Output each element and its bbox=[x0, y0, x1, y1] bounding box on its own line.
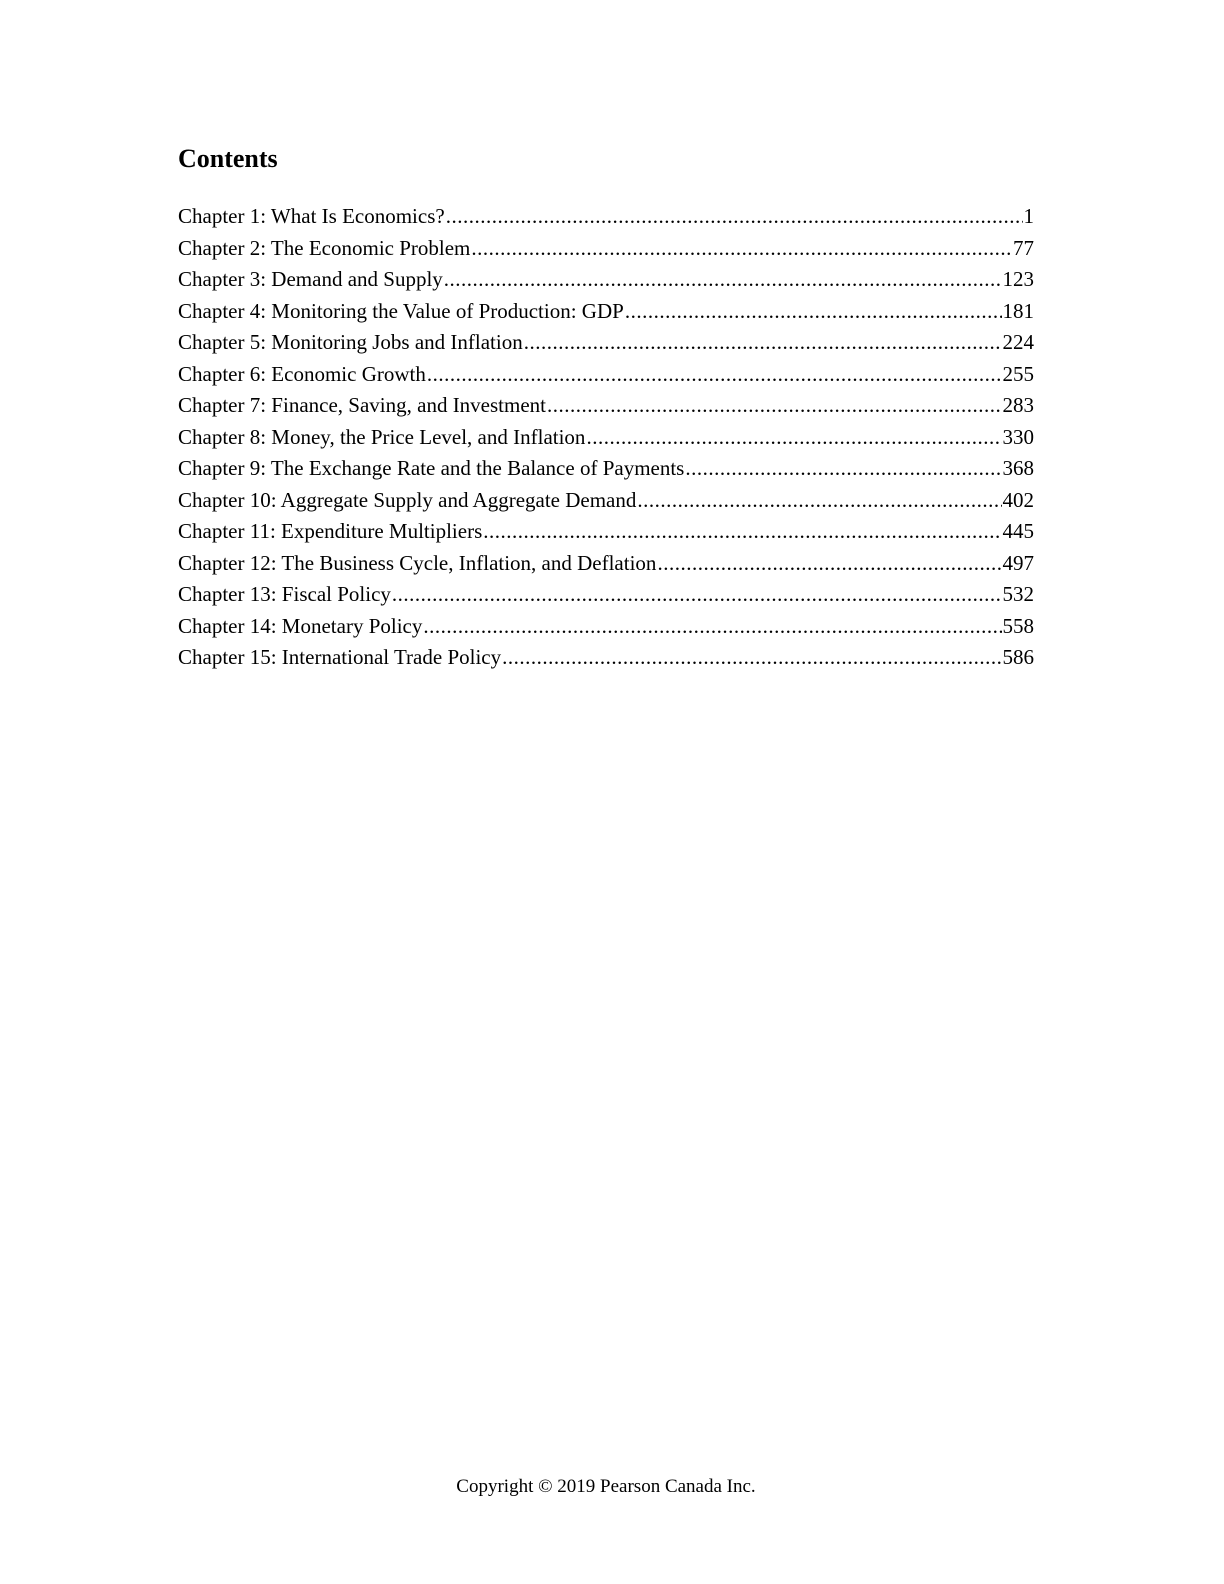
toc-entry-page: 77 bbox=[1013, 235, 1034, 260]
toc-entry[interactable] bbox=[178, 264, 1034, 296]
toc-leader-dots bbox=[446, 201, 1023, 233]
toc-leader-dots bbox=[637, 485, 1001, 517]
toc-entry[interactable] bbox=[178, 642, 1034, 674]
toc-leader-dots bbox=[444, 264, 1002, 296]
toc-entry-title: Chapter 14: Monetary Policy bbox=[178, 613, 423, 638]
toc-entry-title: Chapter 12: The Business Cycle, Inflation, and Deflation bbox=[178, 550, 657, 575]
toc-leader-dots bbox=[392, 579, 1002, 611]
toc-entry-page: 497 bbox=[1002, 550, 1034, 575]
toc-entry[interactable] bbox=[178, 296, 1034, 328]
toc-entry-title: Chapter 11: Expenditure Multipliers bbox=[178, 519, 483, 543]
toc-entry[interactable] bbox=[178, 233, 1034, 265]
page-title: Contents bbox=[178, 144, 278, 173]
toc-entry[interactable] bbox=[178, 422, 1034, 454]
toc-entry[interactable] bbox=[178, 516, 1034, 548]
toc-entry[interactable] bbox=[178, 390, 1034, 422]
toc-leader-dots bbox=[427, 359, 1002, 391]
toc-entry-title: Chapter 3: Demand and Supply bbox=[178, 267, 443, 291]
toc-entry[interactable] bbox=[178, 327, 1034, 359]
toc-entry-title: Chapter 10: Aggregate Supply and Aggregate Demand bbox=[178, 487, 637, 512]
toc-entry-page: 586 bbox=[1002, 645, 1034, 669]
toc-leader-dots bbox=[547, 390, 1001, 422]
table-of-contents bbox=[178, 201, 1034, 674]
toc-entry-page: 123 bbox=[1002, 267, 1034, 291]
toc-entry-title: Chapter 7: Finance, Saving, and Investment bbox=[178, 393, 547, 417]
toc-entry-page: 1 bbox=[1023, 204, 1034, 228]
toc-entry-page: 558 bbox=[1002, 613, 1034, 638]
toc-entry[interactable] bbox=[178, 201, 1034, 233]
toc-entry[interactable] bbox=[178, 485, 1034, 517]
toc-leader-dots bbox=[625, 296, 1002, 328]
toc-entry-page: 255 bbox=[1002, 361, 1034, 386]
toc-leader-dots bbox=[685, 453, 1001, 485]
toc-entry-page: 532 bbox=[1002, 582, 1034, 606]
toc-entry-page: 445 bbox=[1002, 519, 1034, 543]
toc-entry[interactable] bbox=[178, 548, 1034, 580]
toc-entry-title: Chapter 9: The Exchange Rate and the Balance of Payments bbox=[178, 456, 685, 480]
toc-entry-page: 283 bbox=[1002, 393, 1034, 417]
toc-entry-title: Chapter 1: What Is Economics? bbox=[178, 204, 445, 228]
toc-entry-page: 224 bbox=[1002, 330, 1034, 354]
toc-entry-page: 368 bbox=[1002, 456, 1034, 480]
toc-leader-dots bbox=[657, 548, 1001, 580]
toc-leader-dots bbox=[586, 422, 1001, 454]
toc-entry-title: Chapter 4: Monitoring the Value of Production: GDP bbox=[178, 298, 624, 323]
toc-entry-title: Chapter 6: Economic Growth bbox=[178, 361, 426, 386]
toc-entry-title: Chapter 8: Money, the Price Level, and Inflation bbox=[178, 424, 586, 449]
toc-entry-page: 402 bbox=[1002, 487, 1034, 512]
toc-entry-title: Chapter 5: Monitoring Jobs and Inflation bbox=[178, 330, 523, 354]
toc-entry-title: Chapter 2: The Economic Problem bbox=[178, 235, 471, 260]
toc-entry[interactable] bbox=[178, 611, 1034, 643]
toc-entry[interactable] bbox=[178, 359, 1034, 391]
toc-entry-title: Chapter 15: International Trade Policy bbox=[178, 645, 502, 669]
toc-entry-page: 330 bbox=[1002, 424, 1034, 449]
toc-entry-title: Chapter 13: Fiscal Policy bbox=[178, 582, 391, 606]
toc-leader-dots bbox=[483, 516, 1001, 548]
toc-entry[interactable] bbox=[178, 453, 1034, 485]
toc-entry[interactable] bbox=[178, 579, 1034, 611]
toc-leader-dots bbox=[524, 327, 1002, 359]
copyright-footer: Copyright © 2019 Pearson Canada Inc. bbox=[456, 1476, 756, 1497]
toc-leader-dots bbox=[423, 611, 1001, 643]
toc-leader-dots bbox=[502, 642, 1001, 674]
toc-entry-page: 181 bbox=[1002, 298, 1034, 323]
toc-leader-dots bbox=[471, 233, 1012, 265]
